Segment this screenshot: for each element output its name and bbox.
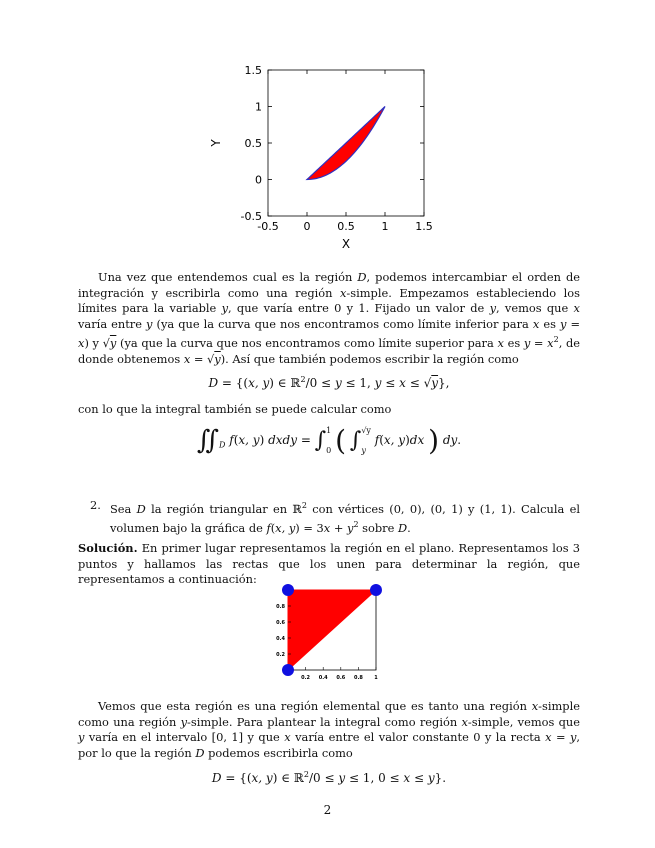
vertex-point (282, 584, 294, 596)
solution-text: En primer lugar representamos la región en el plano. Representamos los 3 puntos y hallamos las rectas que los unen para determinar la región, que representamos a continuación: (78, 541, 581, 587)
plot1-xtick-label: 0 (303, 220, 311, 233)
plot2-xtick-label: 0.8 (353, 675, 363, 681)
equation-integral: $∬_D$ f(x, y) dxdy = ∫1 0 ( ∫√y y f(x, y)dx ) dy. (196, 424, 462, 457)
plot2-xtick-label: 0.4 (318, 675, 328, 681)
plot2-ytick-label: 0.8 (276, 604, 285, 610)
plot1-xtick-label: 1 (381, 220, 389, 233)
page-number: 2 (323, 803, 332, 817)
plot1-xlabel: X (341, 237, 351, 251)
plot2-ytick-label: 0.2 (276, 652, 285, 658)
plot1-xtick-label: 0.5 (337, 220, 355, 233)
exercise-2-statement: Sea D la región triangular en ℝ$^2$ con vértices (0, 0), (0, 1) y (1, 1). Calcula el volumen bajo la gráfica de f(x, $y) = 3x + y^2$ sobre D. (110, 501, 580, 536)
triangle-region (288, 590, 376, 670)
item-number: 2. (90, 498, 101, 512)
plot2-xtick-label: 1 (374, 675, 378, 681)
plot1-ytick-label: -0.5 (240, 210, 262, 223)
plot1-xtick-label: 1.5 (415, 220, 433, 233)
plot1-ylabel: Y (209, 139, 223, 147)
vertex-point (282, 664, 294, 676)
plot2-ytick-label: 0.4 (276, 636, 285, 642)
plot1-ytick-label: 0.5 (244, 137, 262, 150)
plot2-ytick-label: 0.6 (276, 620, 285, 626)
region-plot-1 (200, 55, 460, 260)
paragraph-region-x-simple: Una vez que entendemos cual es la región D, podemos intercambiar el orden de integración y escribirla como una región x-simple. Empezamos estableciendo los límites para la variable y, que varía entre 0 y 1. Fijado un valor de y, vemos que x varía entre y (ya que la curva que nos encontramos como límite inferior para x es y = x) y √y (ya que la curva que nos encontramos como límite superior para x es $y = x^2$, de donde obtenemos x = √y). Así que también podemos escribir la región como (78, 270, 581, 366)
solution-label: Solución. (78, 541, 138, 555)
plot1-ytick-label: 1 (255, 100, 262, 114)
plot1-xtick-label: -0.5 (257, 220, 279, 233)
plot1-ytick-label: 1.5 (244, 64, 262, 77)
paragraph-elemental-region: Vemos que esta región es una región elemental que es tanto una región x-simple como una región y-simple. Para plantear la integral como región x-simple, vemos que y varía en el intervalo [0, 1] y que x varía entre el valor constante 0 y la recta x = y, por lo que la región D podemos escribirla como (78, 699, 580, 760)
vertex-point (370, 584, 382, 596)
region-between-curves (307, 107, 385, 180)
equation-region-2: D = {(x, y) ∈ ℝ$^2$/0 ≤ y ≤ 1, 0 ≤ x ≤ y}. (211, 770, 447, 785)
plot2-xtick-label: 0.2 (301, 675, 311, 681)
equation-region-1: D = {(x, y) ∈ ℝ$^2$/0 ≤ y ≤ 1, y ≤ x ≤ √y}, (208, 375, 450, 390)
plot2-xtick-label: 0.6 (336, 675, 346, 681)
paragraph-integral-intro: con lo que la integral también se puede calcular como (78, 402, 392, 416)
triangle-region-plot (272, 580, 387, 685)
plot1-ytick-label: 0 (255, 173, 262, 187)
